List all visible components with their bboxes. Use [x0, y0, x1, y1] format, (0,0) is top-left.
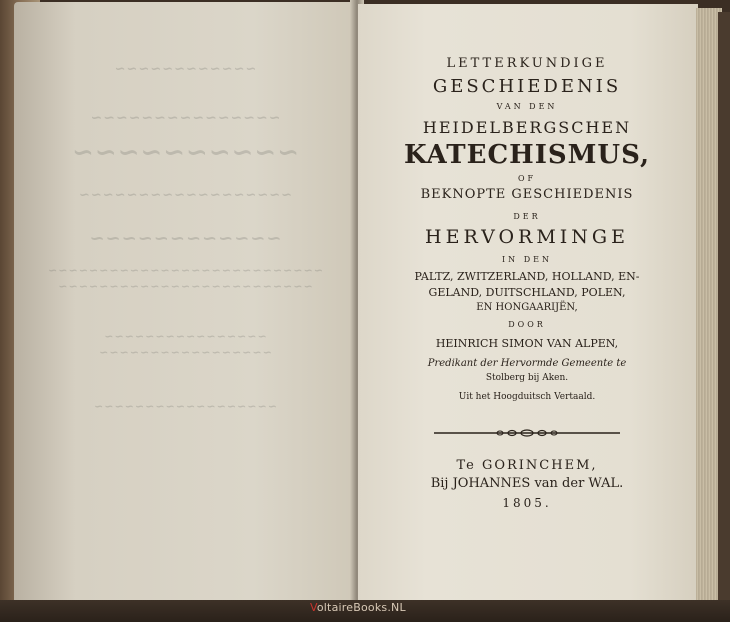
title-line: DER: [513, 212, 541, 221]
title-line: GESCHIEDENIS: [432, 76, 622, 97]
countries-line: GELAND, DUITSCHLAND, POLEN,: [428, 286, 626, 299]
left-page-blank: [14, 2, 356, 606]
bleed-through-text: ~~~~~~~~~~~~: [88, 228, 282, 249]
watermark-text: oltaireBooks.NL: [316, 601, 406, 614]
bleed-through-text: ~~~~~~~~~~~~: [113, 62, 257, 77]
watermark: [310, 601, 406, 614]
book-cover-right: [718, 12, 730, 608]
title-line: VAN DEN: [496, 102, 558, 111]
countries-line: EN HONGAARIJËN,: [476, 302, 578, 313]
imprint-publisher: Bij JOHANNES van der WAL.: [430, 476, 624, 491]
bleed-through-text: ~~~~~~~~~~~~~~~~~: [98, 346, 272, 359]
bleed-through-text: ~~~~~~~~~~~~~~~: [89, 110, 281, 126]
watermark-initial: V: [310, 601, 317, 614]
author-role: Predikant der Hervormde Gemeente te: [427, 358, 627, 369]
bleed-through-text: ~~~~~~~~~~~~~~~~~~: [77, 188, 293, 203]
subtitle-line: BEKNOPTE GESCHIEDENIS: [420, 187, 634, 202]
bleed-through-text: ~~~~~~~~~~: [71, 138, 299, 168]
main-title: KATECHISMUS,: [403, 140, 650, 170]
subtitle-main: HERVORMINGE: [425, 226, 629, 248]
bleed-through-text: ~~~~~~~~~~~~~~~~~~~~~~~~~: [57, 280, 313, 293]
author-name: HEINRICH SIMON VAN ALPEN,: [435, 337, 619, 350]
ornament-rule: [432, 428, 622, 438]
title-line: LETTERKUNDIGE: [446, 56, 608, 71]
bleed-through-text: ~~~~~~~~~~~~~~~~~~: [93, 400, 277, 413]
imprint-place: Te GORINCHEM,: [456, 458, 598, 473]
title-line: IN DEN: [502, 255, 552, 264]
bleed-through-text: ~~~~~~~~~~~~~~~~: [103, 330, 267, 343]
imprint-year: 1805.: [502, 496, 552, 510]
author-role: Stolberg bij Aken.: [485, 373, 569, 383]
bleed-through-text: ~~~~~~~~~~~~~~~~~~~~~~~~~~~: [47, 264, 323, 277]
translation-note: Uit het Hoogduitsch Vertaald.: [458, 392, 596, 402]
title-line: OF: [517, 174, 537, 183]
countries-line: PALTZ, ZWITZERLAND, HOLLAND, EN-: [414, 270, 640, 283]
title-line: HEIDELBERGSCHEN: [422, 118, 632, 137]
title-line: DOOR: [508, 320, 546, 329]
